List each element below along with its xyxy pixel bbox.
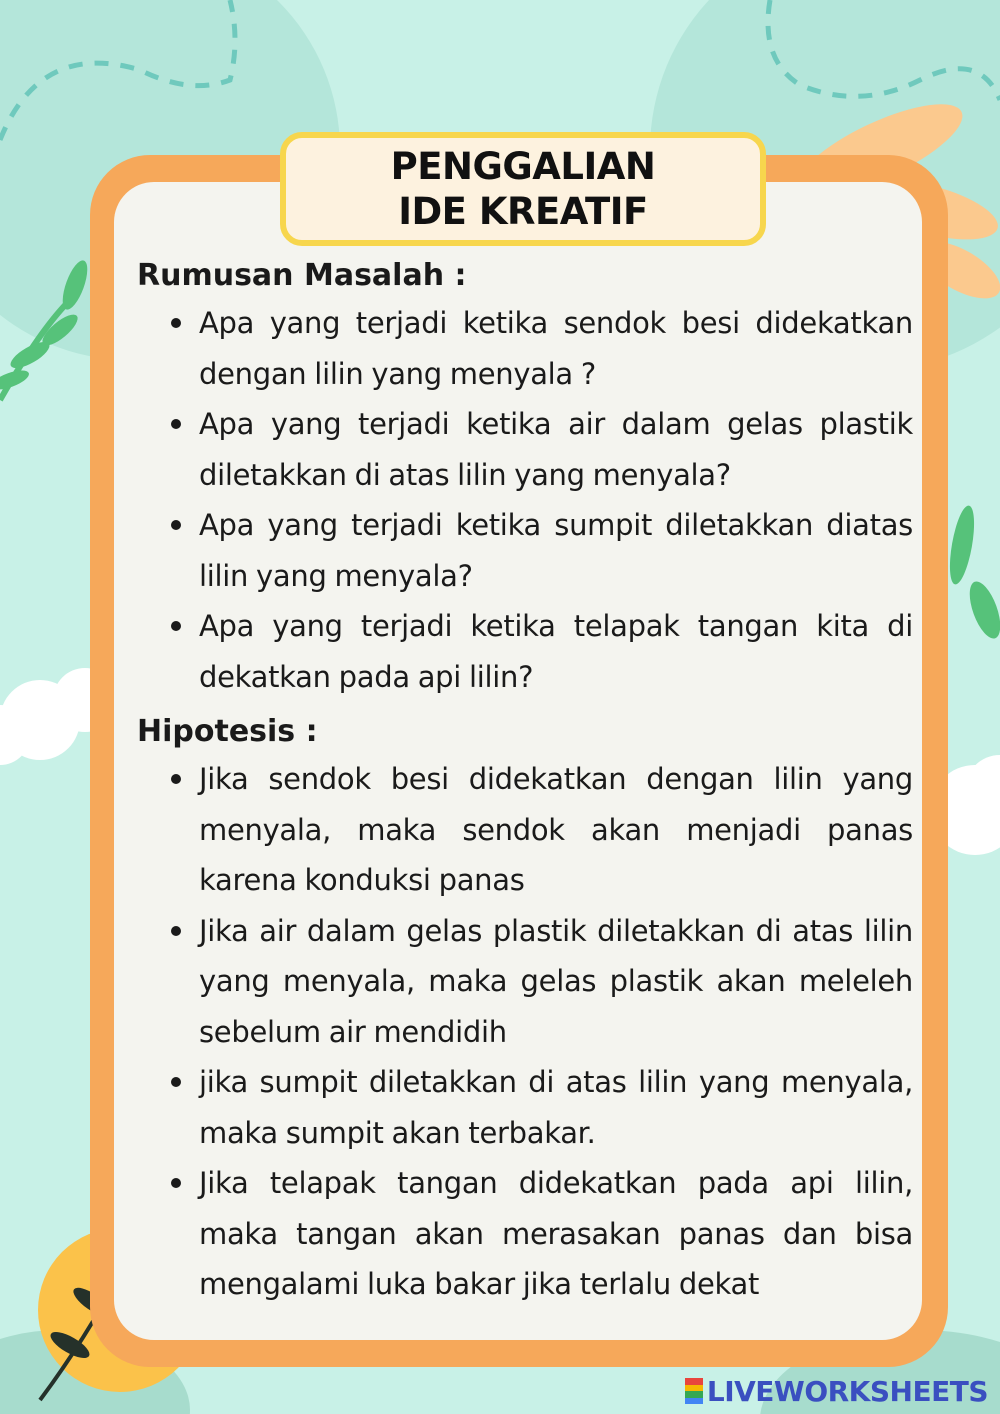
- bullet-icon: [171, 621, 181, 631]
- rumusan-list: [137, 298, 913, 702]
- list-item: [137, 1158, 913, 1310]
- list-item-text: Jika sendok besi didekatkan dengan lilin yang menyala, maka sendok akan menjadi panas karena konduksi panas: [199, 762, 913, 897]
- list-item-text: Apa yang terjadi ketika sumpit diletakkan diatas lilin yang menyala?: [199, 508, 913, 593]
- list-item: [137, 906, 913, 1058]
- bullet-icon: [171, 520, 181, 530]
- bullet-icon: [171, 1077, 181, 1087]
- title-box: [280, 132, 766, 246]
- list-item-text: Jika telapak tangan didekatkan pada api lilin, maka tangan akan merasakan panas dan bisa mengalami luka bakar jika terlalu dekat: [199, 1166, 913, 1301]
- list-item: [137, 754, 913, 906]
- bullet-icon: [171, 774, 181, 784]
- bullet-icon: [171, 419, 181, 429]
- brand-name: LIVEWORKSHEETS: [706, 1374, 988, 1408]
- list-item-text: jika sumpit diletakkan di atas lilin yang menyala, maka sumpit akan terbakar.: [199, 1065, 913, 1150]
- list-item: [137, 1057, 913, 1158]
- list-item: [137, 500, 913, 601]
- list-item-text: Apa yang terjadi ketika telapak tangan kita di dekatkan pada api lilin?: [199, 609, 913, 694]
- list-item-text: Apa yang terjadi ketika sendok besi didekatkan dengan lilin yang menyala ?: [199, 306, 913, 391]
- hipotesis-list: [137, 754, 913, 1310]
- title-line-2: IDE KREATIF: [398, 190, 648, 233]
- list-item-text: Apa yang terjadi ketika air dalam gelas plastik diletakkan di atas lilin yang menyala?: [199, 407, 913, 492]
- list-item: [137, 601, 913, 702]
- bullet-icon: [171, 318, 181, 328]
- liveworksheets-icon: [685, 1378, 703, 1404]
- title-line-1: PENGGALIAN: [390, 145, 656, 188]
- leaf-branch-right: [945, 504, 1000, 642]
- list-item: [137, 399, 913, 500]
- list-item-text: Jika air dalam gelas plastik diletakkan di atas lilin yang menyala, maka gelas plastik akan meleleh sebelum air mendidih: [199, 913, 913, 1049]
- bullet-icon: [171, 926, 181, 936]
- worksheet-content: [137, 254, 913, 1310]
- liveworksheets-logo[interactable]: [685, 1374, 988, 1408]
- list-item: [137, 298, 913, 399]
- rumusan-heading: Rumusan Masalah :: [137, 258, 467, 293]
- hipotesis-heading: Hipotesis :: [137, 714, 318, 749]
- bullet-icon: [171, 1178, 181, 1188]
